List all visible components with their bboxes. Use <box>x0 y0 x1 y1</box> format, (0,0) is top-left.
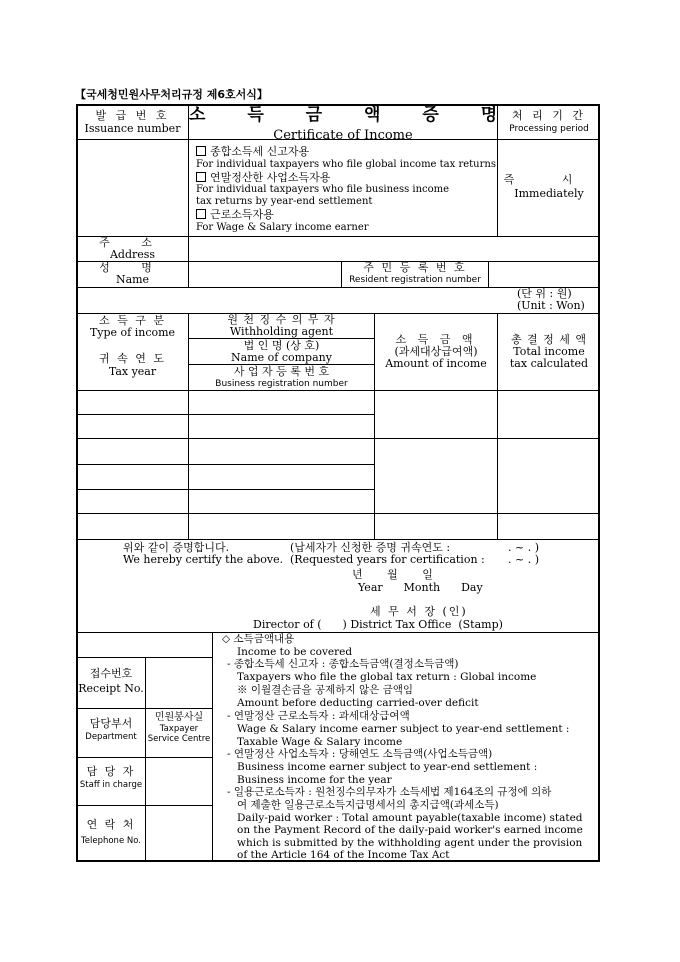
purpose-business-en: For individual taxpayers who file business income <box>196 184 450 195</box>
col-bizno-ko: 사 업 자 등 록 번 호 <box>233 365 330 378</box>
department-label-ko: 담당부서 <box>89 717 133 730</box>
telephone-label-ko: 연 락 처 <box>86 818 136 831</box>
staff-label-ko: 담 당 자 <box>86 765 136 778</box>
name-label-ko: 성 명 <box>99 261 166 274</box>
notes-line: Amount before deducting carried-over deficit <box>237 697 479 709</box>
col-bizno-en: Business registration number <box>215 379 348 389</box>
unit-label-ko: (단 위 : 원) <box>517 287 572 300</box>
col-amount-sub: (과세대상급여액) <box>394 345 478 358</box>
col-type-en: Type of income <box>89 326 176 339</box>
document-title: 소 득 금 액 증 명 <box>189 105 516 125</box>
col-year-en: Tax year <box>108 365 157 378</box>
notes-line: 여 제출한 일용근로소득지급명세서의 총지급액(과세소득) <box>237 799 499 811</box>
resident-label-ko: 주 민 등 록 번 호 <box>363 261 467 274</box>
col-tax-ko: 총 결 정 세 액 <box>510 333 588 346</box>
office-signature-en: Director of ( ) District Tax Office (Stamp) <box>253 618 503 631</box>
name-field[interactable] <box>190 263 340 286</box>
notes-line: Business income earner subject to year-end settlement : <box>237 761 538 773</box>
notes-line: Business income for the year <box>237 774 392 786</box>
notes-line: Wage & Salary income earner subject to year-end settlement : <box>237 723 570 735</box>
purpose-global-en: For individual taxpayers who file global income tax returns <box>196 159 496 170</box>
table-cells-amount[interactable] <box>376 392 496 538</box>
checkbox-icon[interactable] <box>196 209 206 219</box>
address-label-ko: 주 소 <box>99 236 166 249</box>
staff-field[interactable] <box>147 759 211 804</box>
notes-line: - 일용근로소득자 : 원천징수의무자가 소득세법 제164조의 규정에 의하 <box>227 786 552 798</box>
office-signature-ko: 세 무 서 장 (인) <box>370 605 468 618</box>
notes-line: - 연말정산 사업소득자 : 당해연도 소득금액(사업소득금액) <box>227 748 493 760</box>
checkbox-icon[interactable] <box>196 172 206 182</box>
col-company-en: Name of company <box>231 351 332 364</box>
divider <box>76 657 212 658</box>
divider <box>76 390 600 391</box>
receipt-label-en: Receipt No. <box>78 682 144 695</box>
purpose-global[interactable]: 종합소득세 신고자용 <box>196 146 309 159</box>
certify-ko: 위와 같이 증명합니다. <box>123 541 230 554</box>
checkbox-icon[interactable] <box>196 146 206 156</box>
requested-years-ko-range[interactable]: . ~ . ) <box>508 541 539 554</box>
col-amount-en: Amount of income <box>385 357 487 370</box>
purpose-wage[interactable]: 근로소득자용 <box>196 209 274 222</box>
notes-line: of the Article 164 of the Income Tax Act <box>237 849 450 861</box>
resident-number-field[interactable] <box>490 263 598 286</box>
service-centre-en-2: Service Centre <box>147 734 211 744</box>
purpose-business-en-2: tax returns by year-end settlement <box>196 196 373 207</box>
divider <box>76 539 600 540</box>
notes-line: - 종합소득세 신고자 : 종합소득금액(결정소득금액) <box>227 658 459 670</box>
certify-en: We hereby certify the above. <box>123 553 284 566</box>
telephone-label-en: Telephone No. <box>81 836 141 846</box>
department-label-en: Department <box>85 732 137 742</box>
date-ko: 년 월 일 <box>352 568 433 581</box>
table-cells-type-year[interactable] <box>78 392 187 538</box>
col-agent-en: Withholding agent <box>229 325 334 338</box>
name-label-en: Name <box>115 273 150 286</box>
col-type-ko: 소 득 구 분 <box>99 314 166 327</box>
notes-line: Taxable Wage & Salary income <box>237 736 403 748</box>
col-amount-ko: 소 득 금 액 <box>395 333 477 346</box>
divider <box>188 236 189 287</box>
receipt-number-field[interactable] <box>147 659 211 707</box>
requested-years-en: (Requested years for certification : <box>290 553 485 566</box>
staff-label-en: Staff in charge <box>79 780 143 790</box>
divider <box>76 805 212 806</box>
col-tax-en-2: tax calculated <box>509 357 589 370</box>
notes-line: - 연말정산 근로소득자 : 과세대상급여액 <box>227 710 410 722</box>
processing-label-ko: 처 리 기 간 <box>512 109 586 122</box>
requested-years-ko: (납세자가 신청한 증명 귀속연도 : <box>290 541 451 554</box>
notes-line: Income to be covered <box>237 646 353 658</box>
date-en: Year Month Day <box>358 581 483 594</box>
issuance-label-ko: 발 급 번 호 <box>95 109 170 122</box>
telephone-field[interactable] <box>147 807 211 860</box>
divider <box>76 757 212 758</box>
divider <box>145 657 146 862</box>
notes-line: ※ 이월결손금을 공제하지 않은 금액임 <box>237 684 413 696</box>
service-centre-ko: 민원봉사실 <box>154 712 204 723</box>
requested-years-en-range[interactable]: . ~ . ) <box>508 553 539 566</box>
table-cells-tax[interactable] <box>499 392 598 538</box>
notes-line: Daily-paid worker : Total amount payable(taxable income) stated <box>237 812 583 824</box>
notes-heading: ◇ 소득금액내용 <box>222 633 295 645</box>
purpose-business[interactable]: 연말정산한 사업소득자용 <box>196 172 330 185</box>
immediately-en: Immediately <box>514 187 584 200</box>
divider <box>76 632 600 633</box>
purpose-wage-en: For Wage & Salary income earner <box>196 222 369 233</box>
address-label-en: Address <box>109 248 156 261</box>
address-field[interactable] <box>190 238 598 260</box>
col-tax-en: Total income <box>513 345 585 358</box>
issuance-label-en: Issuance number <box>84 122 181 135</box>
service-centre-en: Taxpayer <box>159 724 199 734</box>
processing-label-en: Processing period <box>509 124 589 134</box>
notes-line: Taxpayers who file the global tax return : Global income <box>237 671 537 683</box>
divider <box>76 708 212 709</box>
col-company-ko: 법 인 명 (상 호) <box>243 339 320 352</box>
divider <box>212 632 213 862</box>
divider <box>488 261 489 287</box>
table-cells-agent[interactable] <box>190 392 373 538</box>
col-agent-ko: 원 천 징 수 의 무 자 <box>227 313 336 326</box>
notes-line: on the Payment Record of the daily-paid worker's earned income <box>237 824 583 836</box>
col-year-ko: 귀 속 연 도 <box>99 352 166 365</box>
document-title-en: Certificate of Income <box>273 128 413 143</box>
form-reference: 【국세청민원사무처리규정 제6호서식】 <box>75 88 268 101</box>
notes-line: which is submitted by the withholding agent under the provision <box>237 837 583 849</box>
resident-label-en: Resident registration number <box>349 275 481 285</box>
receipt-label-ko: 접수번호 <box>89 667 133 680</box>
immediately-ko: 즉 시 <box>503 173 595 186</box>
unit-label-en: (Unit : Won) <box>517 299 585 312</box>
